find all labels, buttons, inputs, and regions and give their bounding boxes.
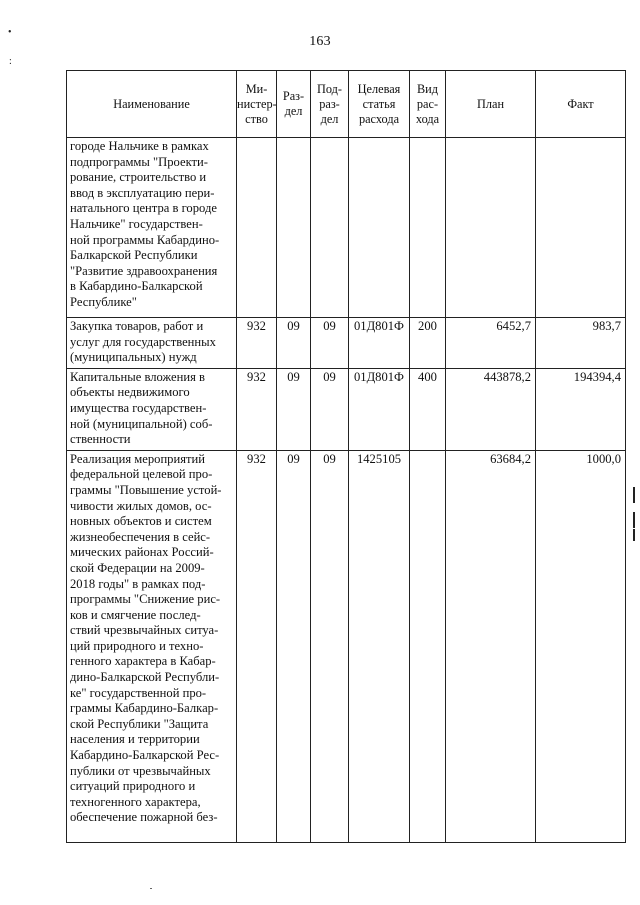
row-expense-type — [410, 450, 446, 842]
row-name-line: граммы "Повышение устой- — [70, 482, 222, 497]
row-ministry: 932 — [237, 318, 277, 369]
row-name-line: (муниципальных) нужд — [70, 350, 197, 365]
header-line: дел — [320, 111, 339, 126]
row-target: 01Д801Ф — [349, 368, 410, 450]
row-fact: 1000,0 — [536, 450, 626, 842]
row-name — [67, 450, 237, 842]
row-name-line: Кабардино-Балкарской Рес- — [70, 748, 220, 763]
row-ministry: 932 — [237, 450, 277, 842]
row-name-line: имущества государствен- — [70, 400, 207, 415]
header-line: Вид — [416, 81, 439, 96]
row-name-line: генного характера в Кабар- — [70, 654, 216, 669]
row-fact: 194394,4 — [536, 368, 626, 450]
row-name-line: населения и территории — [70, 732, 200, 747]
row-subsection: 09 — [311, 318, 349, 369]
row-expense-type: 200 — [410, 318, 446, 369]
header-subsection — [311, 71, 349, 138]
header-line: статья — [362, 96, 396, 111]
row-name-line: рование, строительство и — [70, 170, 207, 185]
row-name-line: ке" государственной про- — [70, 685, 207, 700]
row-plan — [446, 138, 536, 318]
row-name-line: ков и смягчение послед- — [70, 607, 201, 622]
header-line: хода — [415, 111, 440, 126]
table-row — [67, 138, 626, 318]
row-name-line: ситуаций природного и — [70, 779, 196, 794]
edge-mark — [633, 487, 635, 503]
row-section: 09 — [277, 318, 311, 369]
row-target: 1425105 — [349, 450, 410, 842]
row-name-line: городе Нальчике в рамках — [70, 139, 209, 153]
row-name-line: ввод в эксплуатацию пери- — [70, 185, 215, 200]
row-name-line: натального центра в городе — [70, 201, 217, 216]
header-line: расхода — [358, 111, 400, 126]
row-name-line: граммы Кабардино-Балкар- — [70, 701, 219, 716]
header-line: нистер- — [237, 96, 277, 111]
row-name-line: обеспечение пожарной без- — [70, 810, 218, 825]
stray-mark: • — [8, 27, 12, 38]
header-name: Наименование — [67, 71, 237, 138]
table-row — [67, 368, 626, 450]
page-number: 163 — [309, 34, 331, 49]
row-name-line: услуг для государственных — [70, 334, 216, 349]
row-plan: 443878,2 — [446, 368, 536, 450]
row-name-line: Балкарской Республики — [70, 248, 198, 263]
row-name — [67, 138, 237, 318]
row-name-line: федеральной целевой про- — [70, 467, 213, 482]
header-row — [67, 71, 626, 138]
row-name-line: ной (муниципальной) соб- — [70, 416, 213, 431]
row-name-line: "Развитие здравоохранения — [70, 263, 218, 278]
table-row — [67, 318, 626, 369]
row-subsection: 09 — [311, 450, 349, 842]
header-line: Ми- — [245, 81, 268, 96]
edge-mark — [633, 512, 635, 528]
row-name-line: мических районах Россий- — [70, 545, 214, 560]
row-ministry: 932 — [237, 368, 277, 450]
edge-mark — [633, 529, 635, 541]
header-ministry — [237, 71, 277, 138]
header-line: ство — [245, 111, 268, 126]
row-name-line: 2018 годы" в рамках под- — [70, 576, 206, 591]
row-name-line: Нальчике" государствен- — [70, 216, 203, 231]
row-subsection — [311, 138, 349, 318]
header-line: раз- — [319, 96, 340, 111]
header-section — [277, 71, 311, 138]
row-name-line: Реализация мероприятий — [70, 451, 205, 466]
row-fact: 983,7 — [536, 318, 626, 369]
row-name-line: ской Республики "Защита — [70, 716, 209, 731]
row-name-line: публики от чрезвычайных — [70, 763, 211, 778]
header-line: рас- — [416, 96, 439, 111]
table-body — [67, 138, 626, 843]
budget-table — [66, 70, 626, 843]
header-target — [349, 71, 410, 138]
row-ministry — [237, 138, 277, 318]
row-name-line: Капитальные вложения в — [70, 369, 206, 384]
header-fact: Факт — [536, 71, 626, 138]
row-name-line: Республике" — [70, 294, 137, 309]
row-name-line: объекты недвижимого — [70, 385, 190, 400]
row-name — [67, 318, 237, 369]
row-name-line: в Кабардино-Балкарской — [70, 279, 203, 294]
stray-mark: : — [9, 56, 12, 67]
row-name-line: ственности — [70, 432, 131, 447]
row-section — [277, 138, 311, 318]
header-line: Целевая — [357, 81, 401, 96]
row-plan: 63684,2 — [446, 450, 536, 842]
row-target — [349, 138, 410, 318]
row-section: 09 — [277, 368, 311, 450]
row-name-line: программы "Снижение рис- — [70, 592, 221, 607]
row-subsection: 09 — [311, 368, 349, 450]
row-name-line: новных объектов и систем — [70, 514, 212, 529]
row-target: 01Д801Ф — [349, 318, 410, 369]
row-expense-type — [410, 138, 446, 318]
row-name — [67, 368, 237, 450]
header-plan: План — [446, 71, 536, 138]
row-name-line: ской Федерации на 2009- — [70, 560, 205, 575]
header-line: Раз- — [282, 89, 305, 103]
header-expense-type — [410, 71, 446, 138]
row-fact — [536, 138, 626, 318]
header-line: Под- — [316, 81, 343, 96]
row-section: 09 — [277, 450, 311, 842]
row-name-line: ствий чрезвычайных ситуа- — [70, 623, 219, 638]
row-expense-type: 400 — [410, 368, 446, 450]
row-name-line: ной программы Кабардино- — [70, 232, 220, 247]
row-name-line: техногенного характера, — [70, 794, 201, 809]
header-line: дел — [284, 104, 303, 118]
row-name-line: ций природного и техно- — [70, 638, 204, 653]
row-name-line: Закупка товаров, работ и — [70, 319, 204, 333]
stray-dot — [150, 888, 152, 889]
row-name-line: подпрограммы "Проекти- — [70, 154, 208, 169]
table-row — [67, 450, 626, 842]
row-name-line: жизнеобеспечения в сейс- — [70, 529, 211, 544]
row-name-line: чивости жилых домов, ос- — [70, 498, 212, 513]
row-plan: 6452,7 — [446, 318, 536, 369]
row-name-line: дино-Балкарской Республи- — [70, 670, 220, 685]
